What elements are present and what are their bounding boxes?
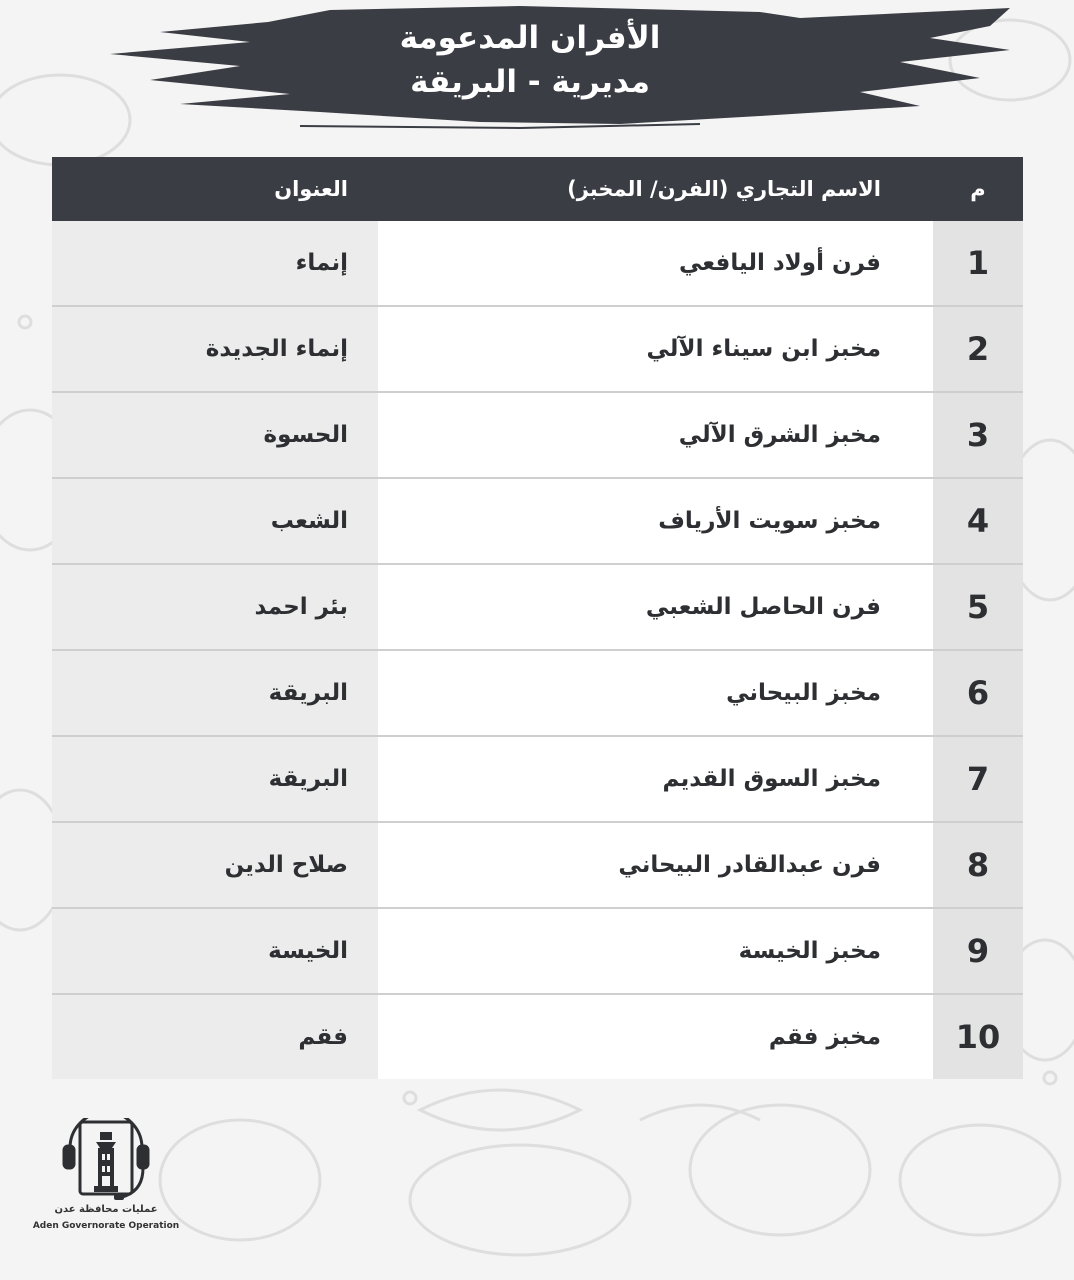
row-number: 9 bbox=[933, 909, 1023, 993]
page-title bbox=[300, 16, 760, 104]
row-address: فقم bbox=[52, 995, 378, 1079]
row-address: الحسوة bbox=[52, 393, 378, 477]
table-row bbox=[52, 479, 1023, 565]
aden-operations-logo-icon bbox=[36, 1118, 176, 1238]
row-name: مخبز البيحاني bbox=[378, 651, 933, 735]
row-name: فرن أولاد اليافعي bbox=[378, 221, 933, 305]
row-address: الخيسة bbox=[52, 909, 378, 993]
row-address: إنماء الجديدة bbox=[52, 307, 378, 391]
header-address: العنوان bbox=[274, 177, 348, 201]
row-number: 5 bbox=[933, 565, 1023, 649]
row-address: الشعب bbox=[52, 479, 378, 563]
table-row bbox=[52, 565, 1023, 651]
row-address: صلاح الدين bbox=[52, 823, 378, 907]
table-row bbox=[52, 307, 1023, 393]
row-number: 7 bbox=[933, 737, 1023, 821]
row-number: 1 bbox=[933, 221, 1023, 305]
row-number: 3 bbox=[933, 393, 1023, 477]
table-row bbox=[52, 393, 1023, 479]
table-row bbox=[52, 221, 1023, 307]
logo-arabic-caption: عمليات محافظة عدن bbox=[54, 1204, 158, 1215]
table-row bbox=[52, 909, 1023, 995]
bakeries-table bbox=[52, 157, 1023, 1079]
row-number: 10 bbox=[933, 995, 1023, 1079]
header-number: م bbox=[970, 177, 986, 201]
row-name: فرن الحاصل الشعبي bbox=[378, 565, 933, 649]
table-row bbox=[52, 823, 1023, 909]
row-name: فرن عبدالقادر البيحاني bbox=[378, 823, 933, 907]
table-row bbox=[52, 995, 1023, 1079]
row-name: مخبز السوق القديم bbox=[378, 737, 933, 821]
row-number: 4 bbox=[933, 479, 1023, 563]
title-line-2: مديرية - البريقة bbox=[410, 64, 650, 100]
row-name: مخبز الشرق الآلي bbox=[378, 393, 933, 477]
table-row bbox=[52, 737, 1023, 823]
row-name: مخبز فقم bbox=[378, 995, 933, 1079]
row-address: بئر احمد bbox=[52, 565, 378, 649]
table-header-row bbox=[52, 157, 1023, 221]
row-number: 8 bbox=[933, 823, 1023, 907]
header-trade-name: الاسم التجاري (الفرن/ المخبز) bbox=[567, 177, 881, 201]
row-name: مخبز سويت الأرياف bbox=[378, 479, 933, 563]
table-row bbox=[52, 651, 1023, 737]
row-name: مخبز الخيسة bbox=[378, 909, 933, 993]
title-line-1: الأفران المدعومة bbox=[399, 20, 661, 56]
logo-english-caption: Aden Governorate Operation bbox=[32, 1221, 180, 1231]
row-name: مخبز ابن سيناء الآلي bbox=[378, 307, 933, 391]
row-address: البريقة bbox=[52, 651, 378, 735]
row-number: 6 bbox=[933, 651, 1023, 735]
row-address: إنماء bbox=[52, 221, 378, 305]
row-number: 2 bbox=[933, 307, 1023, 391]
row-address: البريقة bbox=[52, 737, 378, 821]
